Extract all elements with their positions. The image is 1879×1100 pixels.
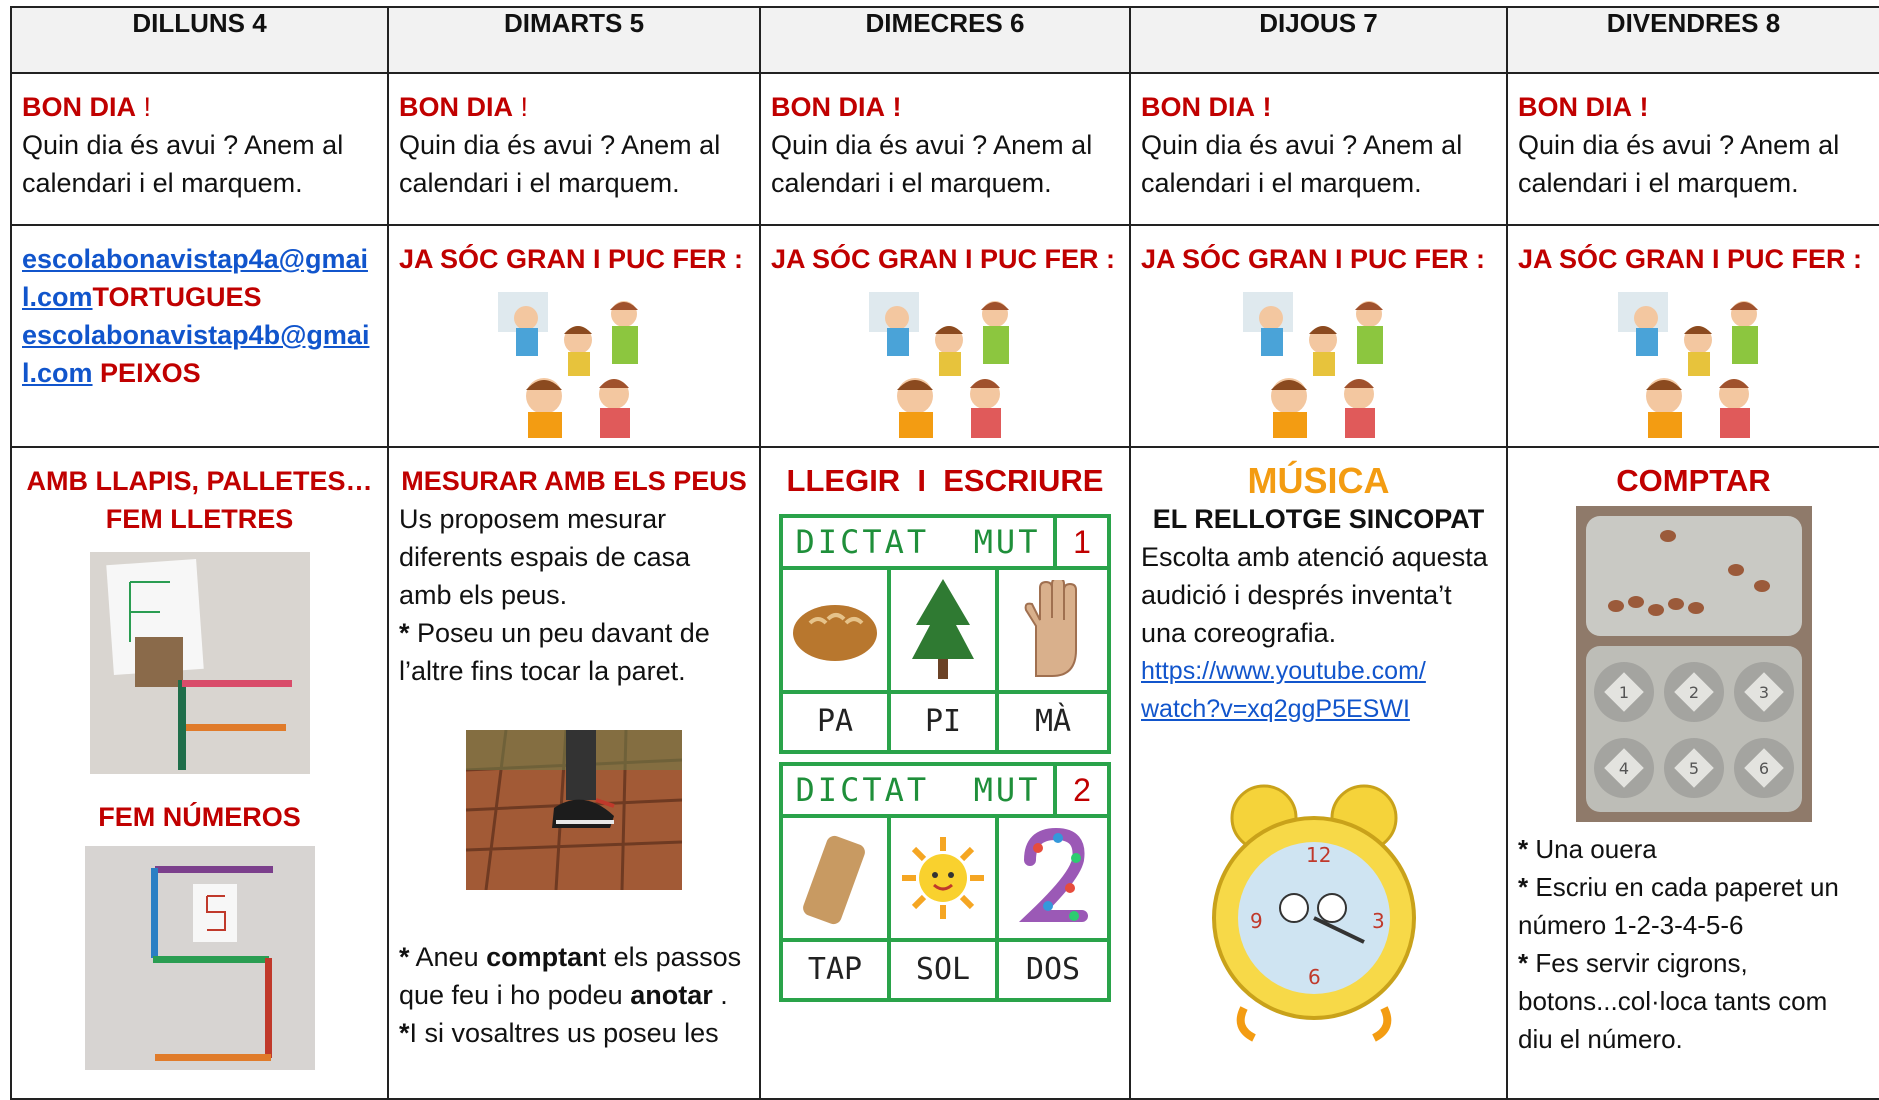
tuesday-p3-c: t els passos que feu i ho podeu (399, 942, 742, 1010)
tuesday-p4-star: * (399, 1018, 410, 1048)
egg-label-6: 6 (1758, 759, 1769, 778)
egg-carton-photo (1576, 506, 1812, 822)
friday-item-star: * (1518, 948, 1529, 978)
svg-text:12: 12 (1305, 843, 1331, 867)
friday-title: COMPTAR (1616, 463, 1771, 498)
tuesday-p4-text: I si vosaltres us poseu les (409, 1018, 719, 1048)
kids-illustration (496, 290, 652, 442)
gran-title: JA SÓC GRAN I PUC FER : (771, 244, 1116, 274)
greeting-text: Quin dia és avui ? Anem al calendari i el marquem. (771, 130, 1093, 198)
greeting-cell (760, 73, 1130, 225)
gran-cell (1130, 225, 1507, 447)
bread-image (783, 570, 891, 694)
tuesday-p3-d: anotar (630, 980, 713, 1010)
friday-item-2 (1518, 868, 1869, 944)
email-link-p4a[interactable]: escolabonavistap4a@gmail.com (22, 244, 368, 312)
greeting-mark: ! (1639, 92, 1649, 122)
greeting-cell (1507, 73, 1879, 225)
tuesday-p3 (399, 938, 749, 1014)
sun-image (891, 818, 999, 942)
alarm-clock-illustration (1194, 778, 1444, 1048)
egg-label-3: 3 (1758, 683, 1769, 702)
greeting-title: BON DIA (771, 92, 885, 122)
activity-tuesday (388, 447, 760, 1099)
greeting-mark: ! (143, 92, 152, 122)
greeting-text: Quin dia és avui ? Anem al calendari i el marquem. (1141, 130, 1463, 198)
word-tap: TAP (783, 942, 891, 998)
tuesday-p2 (399, 614, 749, 690)
number-two-image (999, 818, 1107, 942)
youtube-link-line2: watch?v=xq2ggP5ESWI (1141, 695, 1410, 723)
thursday-title: MÚSICA (1247, 460, 1390, 501)
egg-label-2: 2 (1688, 683, 1699, 702)
day-header-5: DIVENDRES 8 (1507, 7, 1879, 73)
friday-item-text: Escriu en cada paperet un número 1-2-3-4-5-6 (1518, 872, 1839, 940)
gran-title: JA SÓC GRAN I PUC FER : (1141, 244, 1486, 274)
kids-illustration (867, 290, 1023, 442)
wednesday-title: LLEGIR I ESCRIURE (786, 463, 1104, 498)
day-header-3: DIMECRES 6 (760, 7, 1130, 73)
dictat-card-1 (779, 514, 1111, 754)
greeting-cell (388, 73, 760, 225)
word-dos: DOS (1025, 952, 1081, 987)
greeting-text: Quin dia és avui ? Anem al calendari i el marquem. (1518, 130, 1840, 198)
greeting-title: BON DIA (1141, 92, 1255, 122)
friday-item-star: * (1518, 872, 1529, 902)
day-header-4: DIJOUS 7 (1130, 7, 1507, 73)
greeting-mark: ! (520, 92, 529, 122)
pine-tree-image (891, 570, 999, 694)
monday-subtitle: FEM NÚMEROS (98, 802, 301, 832)
day-header-1: DILLUNS 4 (11, 7, 388, 73)
tuesday-p1: Us proposem mesurar diferents espais de casa amb els peus. (399, 504, 691, 610)
tuesday-p3-star: * (399, 942, 410, 972)
email-cell (11, 225, 388, 447)
egg-label-5: 5 (1688, 759, 1699, 778)
weekly-schedule-table (10, 6, 1879, 1100)
activity-thursday (1130, 447, 1507, 1099)
tuesday-title: MESURAR AMB ELS PEUS (401, 466, 747, 496)
friday-item-text: Fes servir cigrons, botons...col·loca tants com diu el número. (1518, 948, 1828, 1054)
greeting-mark: ! (1262, 92, 1272, 122)
egg-label-4: 4 (1618, 759, 1629, 778)
kids-illustration (1616, 290, 1772, 442)
tuesday-p3-e: . (712, 980, 728, 1010)
word-sol: SOL (891, 942, 999, 998)
number-5-photo (85, 846, 315, 1070)
dictat-label: DICTAT MUT (783, 766, 1057, 814)
group-peixos: PEIXOS (100, 358, 201, 388)
activity-friday (1507, 447, 1879, 1099)
dictat-number: 2 (1073, 772, 1091, 808)
letter-f-photo (90, 552, 310, 774)
day-header-2: DIMARTS 5 (388, 7, 760, 73)
dictat-number: 1 (1073, 524, 1091, 560)
friday-item-1 (1518, 830, 1869, 868)
youtube-link-line1: https://www.youtube.com/ (1141, 657, 1426, 685)
header-row (11, 7, 1879, 73)
greeting-text: Quin dia és avui ? Anem al calendari i el marquem. (22, 130, 344, 198)
monday-title2: FEM LLETRES (105, 504, 294, 534)
greeting-cell (1130, 73, 1507, 225)
group-tortugues: TORTUGUES (92, 282, 262, 312)
dictat-label: DICTAT MUT (783, 518, 1057, 566)
gran-row (11, 225, 1879, 447)
tuesday-p2-star: * (399, 618, 410, 648)
thursday-subtitle: EL RELLOTGE SINCOPAT (1152, 504, 1485, 534)
svg-text:3: 3 (1371, 909, 1385, 933)
activity-monday (11, 447, 388, 1099)
activity-row (11, 447, 1879, 1099)
dictat-card-2 (779, 762, 1111, 1002)
friday-item-star: * (1518, 834, 1529, 864)
greeting-title: BON DIA (399, 92, 513, 122)
tuesday-p2-text: Poseu un peu davant de l’altre fins tocar la paret. (399, 618, 710, 686)
gran-cell (760, 225, 1130, 447)
youtube-link[interactable] (1141, 652, 1496, 728)
greeting-row (11, 73, 1879, 225)
tuesday-p3-a: Aneu (409, 942, 487, 972)
gran-title: JA SÓC GRAN I PUC FER : (1518, 244, 1863, 274)
word-pa: PA (783, 694, 891, 750)
cork-image (783, 818, 891, 942)
word-pi: PI (891, 694, 999, 750)
word-ma: MÀ (1034, 704, 1072, 739)
greeting-cell (11, 73, 388, 225)
kids-illustration (1241, 290, 1397, 442)
friday-item-text: Una ouera (1528, 834, 1657, 864)
gran-cell (1507, 225, 1879, 447)
svg-text:6: 6 (1307, 965, 1321, 989)
tuesday-p3-b: comptan (486, 942, 599, 972)
monday-title: AMB LLAPIS, PALLETES… (26, 466, 373, 496)
friday-list (1518, 830, 1869, 1058)
tuesday-p4 (399, 1014, 749, 1052)
egg-label-1: 1 (1618, 683, 1629, 702)
friday-item-3 (1518, 944, 1869, 1058)
gran-title: JA SÓC GRAN I PUC FER : (399, 244, 744, 274)
gran-cell (388, 225, 760, 447)
svg-text:9: 9 (1249, 909, 1263, 933)
email-link-p4b[interactable]: escolabonavistap4b@gmail.com (22, 320, 370, 388)
greeting-title: BON DIA (1518, 92, 1632, 122)
greeting-text: Quin dia és avui ? Anem al calendari i el marquem. (399, 130, 721, 198)
hand-image (999, 570, 1107, 694)
thursday-text: Escolta amb atenció aquesta audició i després inventa’t una coreografia. (1141, 542, 1488, 648)
greeting-mark: ! (892, 92, 902, 122)
greeting-title: BON DIA (22, 92, 136, 122)
feet-photo (466, 730, 682, 890)
activity-wednesday (760, 447, 1130, 1099)
